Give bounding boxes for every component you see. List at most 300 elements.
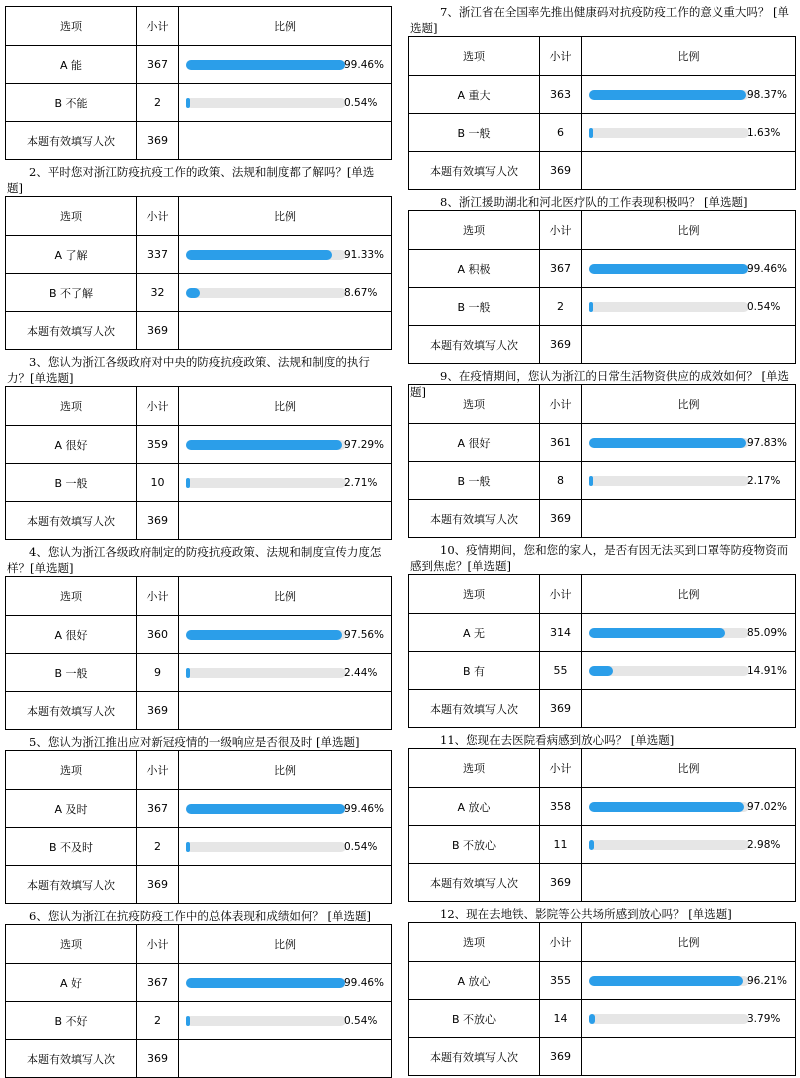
- progress-bar: [589, 976, 749, 986]
- total-count: 369: [540, 152, 582, 190]
- total-label: 本题有效填写人次: [409, 690, 540, 728]
- table-row: [409, 614, 796, 652]
- ratio-cell: [582, 962, 796, 1000]
- progress-bar: [589, 302, 749, 312]
- ratio-cell: [582, 76, 796, 114]
- table-header-row: [409, 749, 796, 788]
- option-label: A 及时: [6, 790, 137, 828]
- total-empty: [582, 690, 796, 728]
- percent-label: 99.46%: [344, 977, 385, 989]
- option-count: 363: [540, 76, 582, 114]
- total-empty: [179, 692, 392, 730]
- progress-bar: [186, 804, 346, 814]
- question-title: 6、您认为浙江在抗疫防疫工作中的总体表现和成绩如何？ [单选题]: [29, 909, 371, 923]
- progress-fill: [589, 90, 746, 100]
- option-label: B 一般: [409, 462, 540, 500]
- header-option: 选项: [409, 211, 540, 250]
- progress-bar: [589, 802, 749, 812]
- total-empty: [179, 1040, 392, 1078]
- progress-fill: [186, 250, 332, 260]
- total-empty: [582, 1038, 796, 1076]
- question-block: [408, 542, 796, 728]
- table-row: [409, 76, 796, 114]
- total-count: 369: [137, 312, 179, 350]
- percent-label: 1.63%: [747, 127, 781, 139]
- table-row: [409, 962, 796, 1000]
- option-label: B 不及时: [6, 828, 137, 866]
- percent-label: 2.98%: [747, 839, 781, 851]
- progress-fill: [589, 840, 594, 850]
- option-count: 2: [137, 1002, 179, 1040]
- option-count: 360: [137, 616, 179, 654]
- progress-fill: [589, 264, 748, 274]
- progress-fill: [186, 288, 200, 298]
- question-title: 9、在疫情期间，您认为浙江的日常生活物资供应的成效如何？ [单选题]: [410, 369, 789, 399]
- table-header-row: [409, 385, 796, 424]
- ratio-cell: [582, 288, 796, 326]
- progress-fill: [589, 802, 744, 812]
- total-label: 本题有效填写人次: [6, 122, 137, 160]
- total-count: 369: [540, 864, 582, 902]
- option-count: 2: [137, 828, 179, 866]
- total-label: 本题有效填写人次: [409, 1038, 540, 1076]
- option-count: 55: [540, 652, 582, 690]
- option-label: A 无: [409, 614, 540, 652]
- header-ratio: 比例: [582, 211, 796, 250]
- table-row: [6, 84, 392, 122]
- table-header-row: [409, 37, 796, 76]
- total-row: [409, 152, 796, 190]
- result-table: [408, 210, 796, 364]
- ratio-cell: [582, 826, 796, 864]
- total-empty: [582, 864, 796, 902]
- header-ratio: 比例: [582, 385, 796, 424]
- table-row: [409, 250, 796, 288]
- total-label: 本题有效填写人次: [6, 1040, 137, 1078]
- question-block: [408, 906, 796, 1076]
- header-option: 选项: [409, 385, 540, 424]
- option-label: B 有: [409, 652, 540, 690]
- question-title: 7、浙江省在全国率先推出健康码对抗疫防疫工作的意义重大吗？ [单选题]: [410, 5, 789, 35]
- question-block: [5, 734, 392, 904]
- question-block: [5, 6, 392, 160]
- header-count: 小计: [540, 211, 582, 250]
- total-label: 本题有效填写人次: [6, 692, 137, 730]
- result-table: [408, 384, 796, 538]
- option-label: B 一般: [6, 654, 137, 692]
- header-count: 小计: [540, 575, 582, 614]
- question-block: [5, 354, 392, 540]
- ratio-cell: [179, 84, 392, 122]
- table-row: [409, 114, 796, 152]
- option-count: 359: [137, 426, 179, 464]
- ratio-cell: [582, 462, 796, 500]
- question-block: [408, 194, 796, 364]
- table-row: [409, 826, 796, 864]
- table-row: [409, 462, 796, 500]
- percent-label: 0.54%: [344, 841, 378, 853]
- total-empty: [582, 326, 796, 364]
- total-row: [409, 326, 796, 364]
- option-count: 32: [137, 274, 179, 312]
- header-option: 选项: [6, 197, 137, 236]
- percent-label: 14.91%: [747, 665, 788, 677]
- total-row: [409, 1038, 796, 1076]
- result-table: [5, 386, 392, 540]
- progress-bar: [186, 440, 346, 450]
- option-label: B 不放心: [409, 1000, 540, 1038]
- result-table: [408, 36, 796, 190]
- total-row: [409, 690, 796, 728]
- result-table: [408, 574, 796, 728]
- total-row: [6, 692, 392, 730]
- option-label: B 不了解: [6, 274, 137, 312]
- option-label: B 不能: [6, 84, 137, 122]
- header-count: 小计: [137, 197, 179, 236]
- header-option: 选项: [409, 749, 540, 788]
- total-empty: [179, 312, 392, 350]
- table-header-row: [6, 7, 392, 46]
- option-count: 361: [540, 424, 582, 462]
- progress-bar: [186, 478, 346, 488]
- table-row: [6, 1002, 392, 1040]
- progress-fill: [186, 98, 190, 108]
- ratio-cell: [179, 654, 392, 692]
- ratio-cell: [582, 1000, 796, 1038]
- percent-label: 99.46%: [747, 263, 788, 275]
- progress-bar: [589, 264, 749, 274]
- header-ratio: 比例: [179, 577, 392, 616]
- option-label: A 放心: [409, 962, 540, 1000]
- header-option: 选项: [6, 751, 137, 790]
- header-count: 小计: [540, 749, 582, 788]
- header-count: 小计: [137, 925, 179, 964]
- percent-label: 97.29%: [344, 439, 385, 451]
- table-header-row: [6, 577, 392, 616]
- table-row: [409, 1000, 796, 1038]
- progress-bar: [589, 628, 749, 638]
- progress-bar: [589, 840, 749, 850]
- percent-label: 97.83%: [747, 437, 788, 449]
- percent-label: 98.37%: [747, 89, 788, 101]
- option-label: B 不放心: [409, 826, 540, 864]
- option-count: 2: [540, 288, 582, 326]
- option-label: B 不好: [6, 1002, 137, 1040]
- header-option: 选项: [409, 575, 540, 614]
- question-title: 2、平时您对浙江防疫抗疫工作的政策、法规和制度都了解吗？[单选题]: [7, 165, 375, 195]
- percent-label: 2.44%: [344, 667, 378, 679]
- total-row: [6, 866, 392, 904]
- progress-bar: [186, 288, 346, 298]
- header-option: 选项: [6, 7, 137, 46]
- ratio-cell: [582, 250, 796, 288]
- progress-bar: [186, 978, 346, 988]
- total-label: 本题有效填写人次: [409, 326, 540, 364]
- progress-bar: [186, 630, 346, 640]
- progress-bar: [186, 842, 346, 852]
- header-ratio: 比例: [179, 197, 392, 236]
- option-label: B 一般: [409, 288, 540, 326]
- ratio-cell: [582, 788, 796, 826]
- total-label: 本题有效填写人次: [6, 866, 137, 904]
- table-header-row: [409, 211, 796, 250]
- total-count: 369: [540, 326, 582, 364]
- header-count: 小计: [137, 7, 179, 46]
- ratio-cell: [179, 828, 392, 866]
- table-row: [6, 828, 392, 866]
- option-count: 10: [137, 464, 179, 502]
- progress-fill: [589, 666, 613, 676]
- header-option: 选项: [6, 577, 137, 616]
- option-count: 8: [540, 462, 582, 500]
- table-header-row: [6, 751, 392, 790]
- ratio-cell: [582, 114, 796, 152]
- header-count: 小计: [540, 923, 582, 962]
- option-count: 358: [540, 788, 582, 826]
- total-row: [409, 500, 796, 538]
- header-option: 选项: [6, 387, 137, 426]
- right-column: [408, 0, 796, 1076]
- ratio-cell: [582, 614, 796, 652]
- header-option: 选项: [409, 37, 540, 76]
- ratio-cell: [179, 964, 392, 1002]
- progress-bar: [186, 250, 346, 260]
- progress-fill: [589, 128, 593, 138]
- table-header-row: [6, 197, 392, 236]
- option-count: 367: [137, 964, 179, 1002]
- table-row: [6, 236, 392, 274]
- progress-bar: [589, 90, 749, 100]
- total-count: 369: [137, 1040, 179, 1078]
- header-count: 小计: [137, 751, 179, 790]
- option-count: 14: [540, 1000, 582, 1038]
- option-count: 367: [137, 790, 179, 828]
- option-count: 11: [540, 826, 582, 864]
- option-label: A 很好: [6, 616, 137, 654]
- option-label: A 放心: [409, 788, 540, 826]
- progress-bar: [589, 476, 749, 486]
- progress-fill: [589, 1014, 595, 1024]
- option-label: A 积极: [409, 250, 540, 288]
- question-block: [5, 908, 392, 1078]
- table-row: [409, 652, 796, 690]
- table-header-row: [6, 925, 392, 964]
- table-header-row: [6, 387, 392, 426]
- total-label: 本题有效填写人次: [6, 312, 137, 350]
- question-title: 12、现在去地铁、影院等公共场所感到放心吗？ [单选题]: [440, 907, 732, 921]
- header-ratio: 比例: [582, 37, 796, 76]
- progress-fill: [589, 628, 725, 638]
- option-label: A 好: [6, 964, 137, 1002]
- total-empty: [179, 866, 392, 904]
- question-title: 5、您认为浙江推出应对新冠疫情的一级响应是否很及时 [单选题]: [29, 735, 360, 749]
- question-block: [408, 368, 796, 538]
- option-count: 314: [540, 614, 582, 652]
- ratio-cell: [179, 46, 392, 84]
- total-row: [6, 502, 392, 540]
- total-row: [6, 312, 392, 350]
- header-ratio: 比例: [179, 7, 392, 46]
- total-count: 369: [137, 692, 179, 730]
- total-count: 369: [137, 122, 179, 160]
- total-label: 本题有效填写人次: [409, 152, 540, 190]
- progress-fill: [186, 668, 190, 678]
- progress-fill: [589, 976, 743, 986]
- percent-label: 99.46%: [344, 803, 385, 815]
- progress-bar: [186, 98, 346, 108]
- percent-label: 85.09%: [747, 627, 788, 639]
- left-column: [5, 0, 392, 1078]
- table-header-row: [409, 575, 796, 614]
- progress-fill: [186, 842, 190, 852]
- ratio-cell: [179, 1002, 392, 1040]
- table-row: [409, 788, 796, 826]
- ratio-cell: [179, 790, 392, 828]
- result-table: [5, 924, 392, 1078]
- option-label: A 了解: [6, 236, 137, 274]
- header-count: 小计: [540, 385, 582, 424]
- option-count: 9: [137, 654, 179, 692]
- progress-fill: [186, 478, 190, 488]
- percent-label: 8.67%: [344, 287, 378, 299]
- total-row: [409, 864, 796, 902]
- percent-label: 2.71%: [344, 477, 378, 489]
- progress-fill: [186, 978, 345, 988]
- table-header-row: [409, 923, 796, 962]
- ratio-cell: [179, 274, 392, 312]
- percent-label: 0.54%: [344, 97, 378, 109]
- option-count: 337: [137, 236, 179, 274]
- total-label: 本题有效填写人次: [409, 864, 540, 902]
- total-row: [6, 1040, 392, 1078]
- header-option: 选项: [409, 923, 540, 962]
- result-table: [5, 750, 392, 904]
- option-label: A 重大: [409, 76, 540, 114]
- total-row: [6, 122, 392, 160]
- option-count: 2: [137, 84, 179, 122]
- result-table: [5, 6, 392, 160]
- table-row: [6, 426, 392, 464]
- total-count: 369: [137, 502, 179, 540]
- percent-label: 2.17%: [747, 475, 781, 487]
- total-empty: [582, 500, 796, 538]
- ratio-cell: [179, 236, 392, 274]
- total-empty: [179, 502, 392, 540]
- total-count: 369: [540, 1038, 582, 1076]
- progress-fill: [589, 476, 593, 486]
- table-row: [6, 464, 392, 502]
- option-count: 367: [540, 250, 582, 288]
- total-count: 369: [540, 500, 582, 538]
- progress-bar: [589, 438, 749, 448]
- progress-fill: [186, 60, 345, 70]
- ratio-cell: [179, 616, 392, 654]
- progress-bar: [186, 668, 346, 678]
- table-row: [6, 616, 392, 654]
- table-row: [6, 790, 392, 828]
- progress-fill: [589, 438, 746, 448]
- ratio-cell: [582, 424, 796, 462]
- question-block: [5, 544, 392, 730]
- progress-bar: [589, 1014, 749, 1024]
- progress-fill: [589, 302, 593, 312]
- total-label: 本题有效填写人次: [6, 502, 137, 540]
- option-label: B 一般: [409, 114, 540, 152]
- progress-fill: [186, 630, 342, 640]
- percent-label: 3.79%: [747, 1013, 781, 1025]
- question-title: 10、疫情期间，您和您的家人，是否有因无法买到口罩等防疫物资而感到焦虑？[单选题]: [410, 543, 789, 573]
- header-ratio: 比例: [582, 575, 796, 614]
- header-count: 小计: [137, 387, 179, 426]
- total-empty: [582, 152, 796, 190]
- percent-label: 91.33%: [344, 249, 385, 261]
- progress-fill: [186, 440, 342, 450]
- percent-label: 0.54%: [344, 1015, 378, 1027]
- progress-bar: [186, 60, 346, 70]
- progress-bar: [589, 666, 749, 676]
- percent-label: 96.21%: [747, 975, 788, 987]
- total-count: 369: [540, 690, 582, 728]
- option-count: 367: [137, 46, 179, 84]
- option-label: A 能: [6, 46, 137, 84]
- progress-fill: [186, 804, 345, 814]
- option-label: A 很好: [6, 426, 137, 464]
- result-table: [408, 922, 796, 1076]
- progress-fill: [186, 1016, 190, 1026]
- header-ratio: 比例: [179, 387, 392, 426]
- table-row: [6, 654, 392, 692]
- question-block: [5, 164, 392, 350]
- result-table: [5, 576, 392, 730]
- header-ratio: 比例: [582, 923, 796, 962]
- percent-label: 97.56%: [344, 629, 385, 641]
- progress-bar: [589, 128, 749, 138]
- percent-label: 0.54%: [747, 301, 781, 313]
- table-row: [6, 274, 392, 312]
- ratio-cell: [179, 426, 392, 464]
- table-row: [6, 964, 392, 1002]
- question-block: [408, 732, 796, 902]
- table-row: [409, 288, 796, 326]
- header-count: 小计: [540, 37, 582, 76]
- question-title: 4、您认为浙江各级政府制定的防疫抗疫政策、法规和制度宣传力度怎样？[单选题]: [7, 545, 382, 575]
- option-count: 6: [540, 114, 582, 152]
- ratio-cell: [582, 652, 796, 690]
- option-label: A 很好: [409, 424, 540, 462]
- header-ratio: 比例: [179, 925, 392, 964]
- question-title: 8、浙江援助湖北和河北医疗队的工作表现积极吗？ [单选题]: [440, 195, 748, 209]
- total-count: 369: [137, 866, 179, 904]
- table-row: [6, 46, 392, 84]
- header-ratio: 比例: [179, 751, 392, 790]
- ratio-cell: [179, 464, 392, 502]
- option-count: 355: [540, 962, 582, 1000]
- percent-label: 99.46%: [344, 59, 385, 71]
- header-ratio: 比例: [582, 749, 796, 788]
- question-title: 3、您认为浙江各级政府对中央的防疫抗疫政策、法规和制度的执行力？[单选题]: [7, 355, 370, 385]
- total-label: 本题有效填写人次: [409, 500, 540, 538]
- question-block: [408, 4, 796, 190]
- result-table: [5, 196, 392, 350]
- header-option: 选项: [6, 925, 137, 964]
- progress-bar: [186, 1016, 346, 1026]
- percent-label: 97.02%: [747, 801, 788, 813]
- option-label: B 一般: [6, 464, 137, 502]
- result-table: [408, 748, 796, 902]
- total-empty: [179, 122, 392, 160]
- question-title: 11、您现在去医院看病感到放心吗？ [单选题]: [440, 733, 675, 747]
- header-count: 小计: [137, 577, 179, 616]
